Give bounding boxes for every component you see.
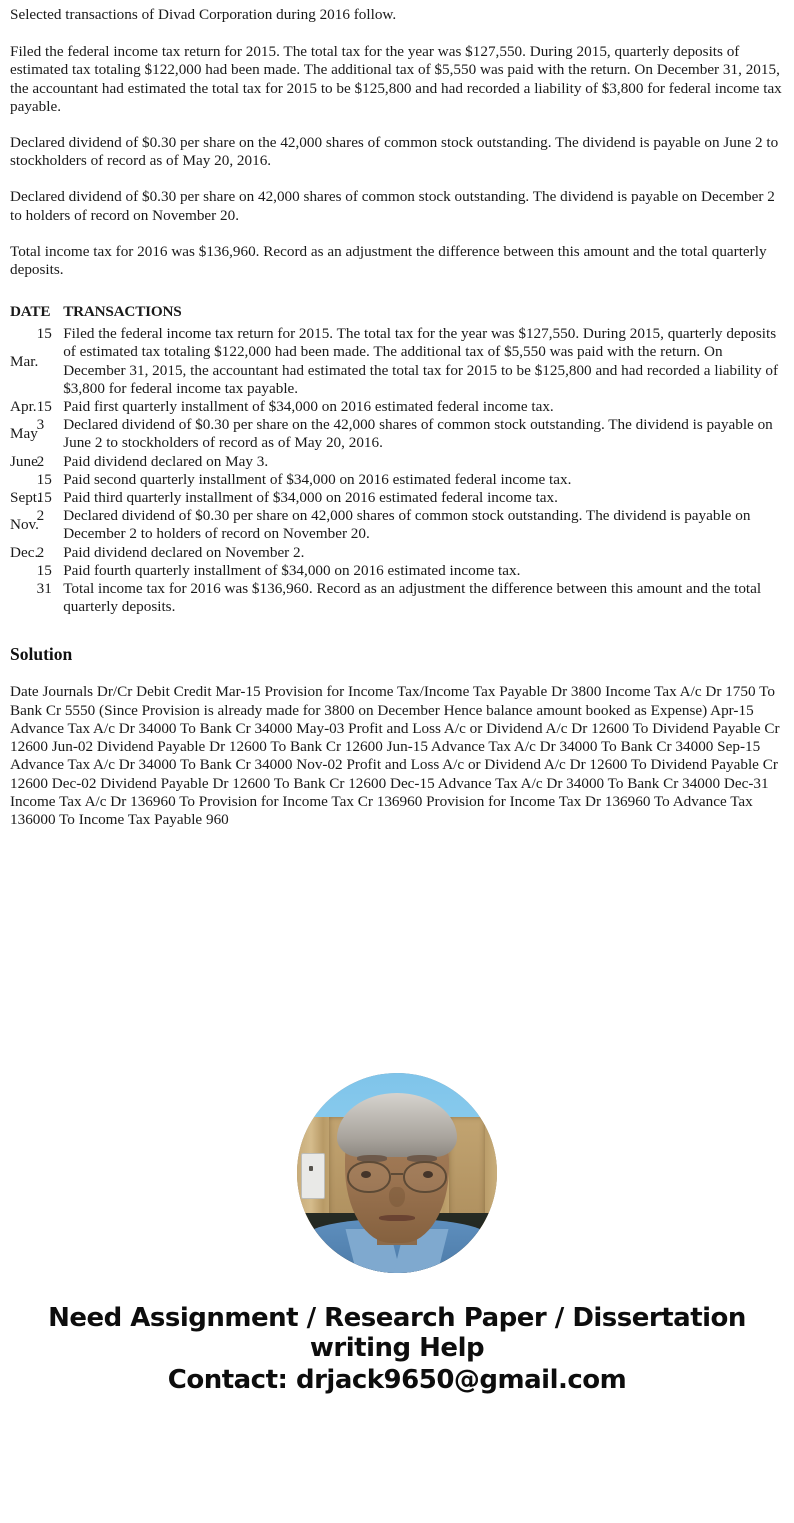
table-row (10, 544, 784, 562)
table-row (10, 580, 784, 616)
intro-section (10, 0, 784, 279)
solution-body: Date Journals Dr/Cr Debit Credit Mar-15 Provision for Income Tax/Income Tax Payable Dr 3800 Income Tax A/c Dr 1750 To Bank Cr 5550 (Since Provision is already made for 3800 on December Hence balance amount booked as Expense) Apr-15 Advance Tax A/c Dr 34000 To Bank Cr 34000 May-03 Profit and Loss A/c or Dividend A/c Dr 12600 To Dividend Payable Cr 12600 Jun-02 Dividend Payable Dr 12600 To Bank Cr 12600 Jun-15 Advance Tax A/c Dr 34000 To Bank Cr 34000 Sep-15 Advance Tax A/c Dr 34000 To Bank Cr 34000 Nov-02 Profit and Loss A/c or Dividend A/c Dr 12600 To Dividend Payable Cr 12600 Dec-02 Dividend Payable Dr 12600 To Bank Cr 12600 Dec-15 Advance Tax A/c Dr 34000 To Bank Cr 34000 Dec-31 Income Tax A/c Dr 136960 To Provision for Income Tax Cr 136960 Provision for Income Tax Dr 136960 To Advance Tax 136000 To Income Tax Payable 960 (10, 683, 780, 828)
footer-line-2: writing Help (309, 1333, 485, 1364)
avatar (297, 1073, 497, 1273)
intro-paragraph-2: Filed the federal income tax return for 2015. The total tax for the year was $127,550. During 2015, quarterly deposits of estimated tax totaling $122,000 had been made. The additional tax of $5,550 was paid with the return. On December 31, 2015, the accountant had estimated the total tax for 2015 to be $125,800 and had recorded a liability of $3,800 for federal income tax payable. (10, 43, 782, 115)
cell-day: 31 (36, 580, 52, 598)
intro-paragraph-4: Declared dividend of $0.30 per share on 42,000 shares of common stock outstanding. The dividend is payable on December 2 to holders of record on November 20. (10, 188, 775, 224)
glasses-lens-left-icon (347, 1161, 391, 1193)
cell-day: 3 (36, 416, 45, 434)
column-header-date: DATE (10, 303, 51, 321)
transactions-table-section (10, 303, 784, 616)
table-row (10, 398, 784, 416)
glasses-bridge-icon (391, 1173, 403, 1175)
cell-month: Dec. (10, 543, 39, 561)
cell-transaction: Total income tax for 2016 was $136,960. Record as an adjustment the difference between this amount and the total quarterly deposits. (63, 580, 762, 616)
table-header-row (10, 303, 784, 325)
cell-day: 15 (36, 398, 52, 416)
cell-month: Sept. (10, 489, 41, 507)
cell-day: 15 (36, 470, 52, 488)
table-row (10, 489, 784, 507)
footer-line-1: Need Assignment / Research Paper / Dissertation (48, 1303, 746, 1334)
transactions-table-body (10, 325, 784, 616)
solution-heading: Solution (10, 644, 73, 665)
cell-transaction: Paid first quarterly installment of $34,000 on 2016 estimated federal income tax. (63, 398, 554, 416)
table-row (10, 562, 784, 580)
cell-transaction: Declared dividend of $0.30 per share on the 42,000 shares of common stock outstanding. The dividend is payable on June 2 to stockholders of record as of May 20, 2016. (63, 416, 773, 452)
cell-month: May (10, 425, 38, 443)
cell-month: Apr. (10, 398, 37, 416)
cell-day: 15 (36, 325, 52, 343)
cell-transaction: Filed the federal income tax return for 2015. The total tax for the year was $127,550. During 2015, quarterly deposits of estimated tax totaling $122,000 had been made. The additional tax of $5,550 was paid with the return. On December 31, 2015, the accountant had estimated the total tax for 2015 to be $125,800 and had recorded a liability of $3,800 for federal income tax payable. (63, 325, 779, 397)
table-row (10, 471, 784, 489)
cell-month: June (10, 452, 38, 470)
intro-paragraph-1: Selected transactions of Divad Corporation during 2016 follow. (10, 6, 397, 23)
cell-day: 15 (36, 561, 52, 579)
glasses-lens-right-icon (403, 1161, 447, 1193)
footer (10, 1303, 784, 1395)
cell-month: Mar. (10, 352, 39, 370)
cell-transaction: Declared dividend of $0.30 per share on 42,000 shares of common stock outstanding. The dividend is payable on December 2 to holders of record on November 20. (63, 507, 751, 543)
cell-month (10, 471, 37, 489)
cell-month (10, 580, 37, 616)
cell-month: Nov. (10, 516, 39, 534)
table-row (10, 507, 784, 543)
cell-month (10, 562, 37, 580)
intro-paragraph-5: Total income tax for 2016 was $136,960. Record as an adjustment the difference between this amount and the total quarterly deposits. (10, 242, 767, 279)
cell-transaction: Paid third quarterly installment of $34,000 on 2016 estimated federal income tax. (63, 489, 558, 507)
cell-day: 15 (36, 489, 52, 507)
cell-transaction: Paid dividend declared on May 3. (63, 452, 269, 470)
intro-paragraph-3: Declared dividend of $0.30 per share on the 42,000 shares of common stock outstanding. The dividend is payable on June 2 to stockholders of record as of May 20, 2016. (10, 134, 779, 170)
cell-transaction: Paid second quarterly installment of $34,000 on 2016 estimated federal income tax. (63, 470, 572, 488)
footer-contact-line: Contact: drjack9650@gmail.com (167, 1365, 627, 1396)
cell-transaction: Paid fourth quarterly installment of $34,000 on 2016 estimated income tax. (63, 561, 521, 579)
transactions-table (10, 303, 784, 616)
cell-transaction: Paid dividend declared on November 2. (63, 543, 305, 561)
table-row (10, 325, 784, 398)
cell-day: 2 (36, 507, 45, 525)
avatar-mouth (379, 1215, 415, 1221)
table-row (10, 416, 784, 452)
avatar-light-switch (301, 1153, 325, 1199)
cell-day: 2 (36, 452, 45, 470)
transactions-table-head (10, 303, 784, 325)
table-row (10, 453, 784, 471)
cell-day: 2 (36, 543, 45, 561)
column-header-transactions: TRANSACTIONS (63, 303, 182, 321)
avatar-nose (389, 1187, 405, 1207)
avatar-block (10, 1073, 784, 1273)
